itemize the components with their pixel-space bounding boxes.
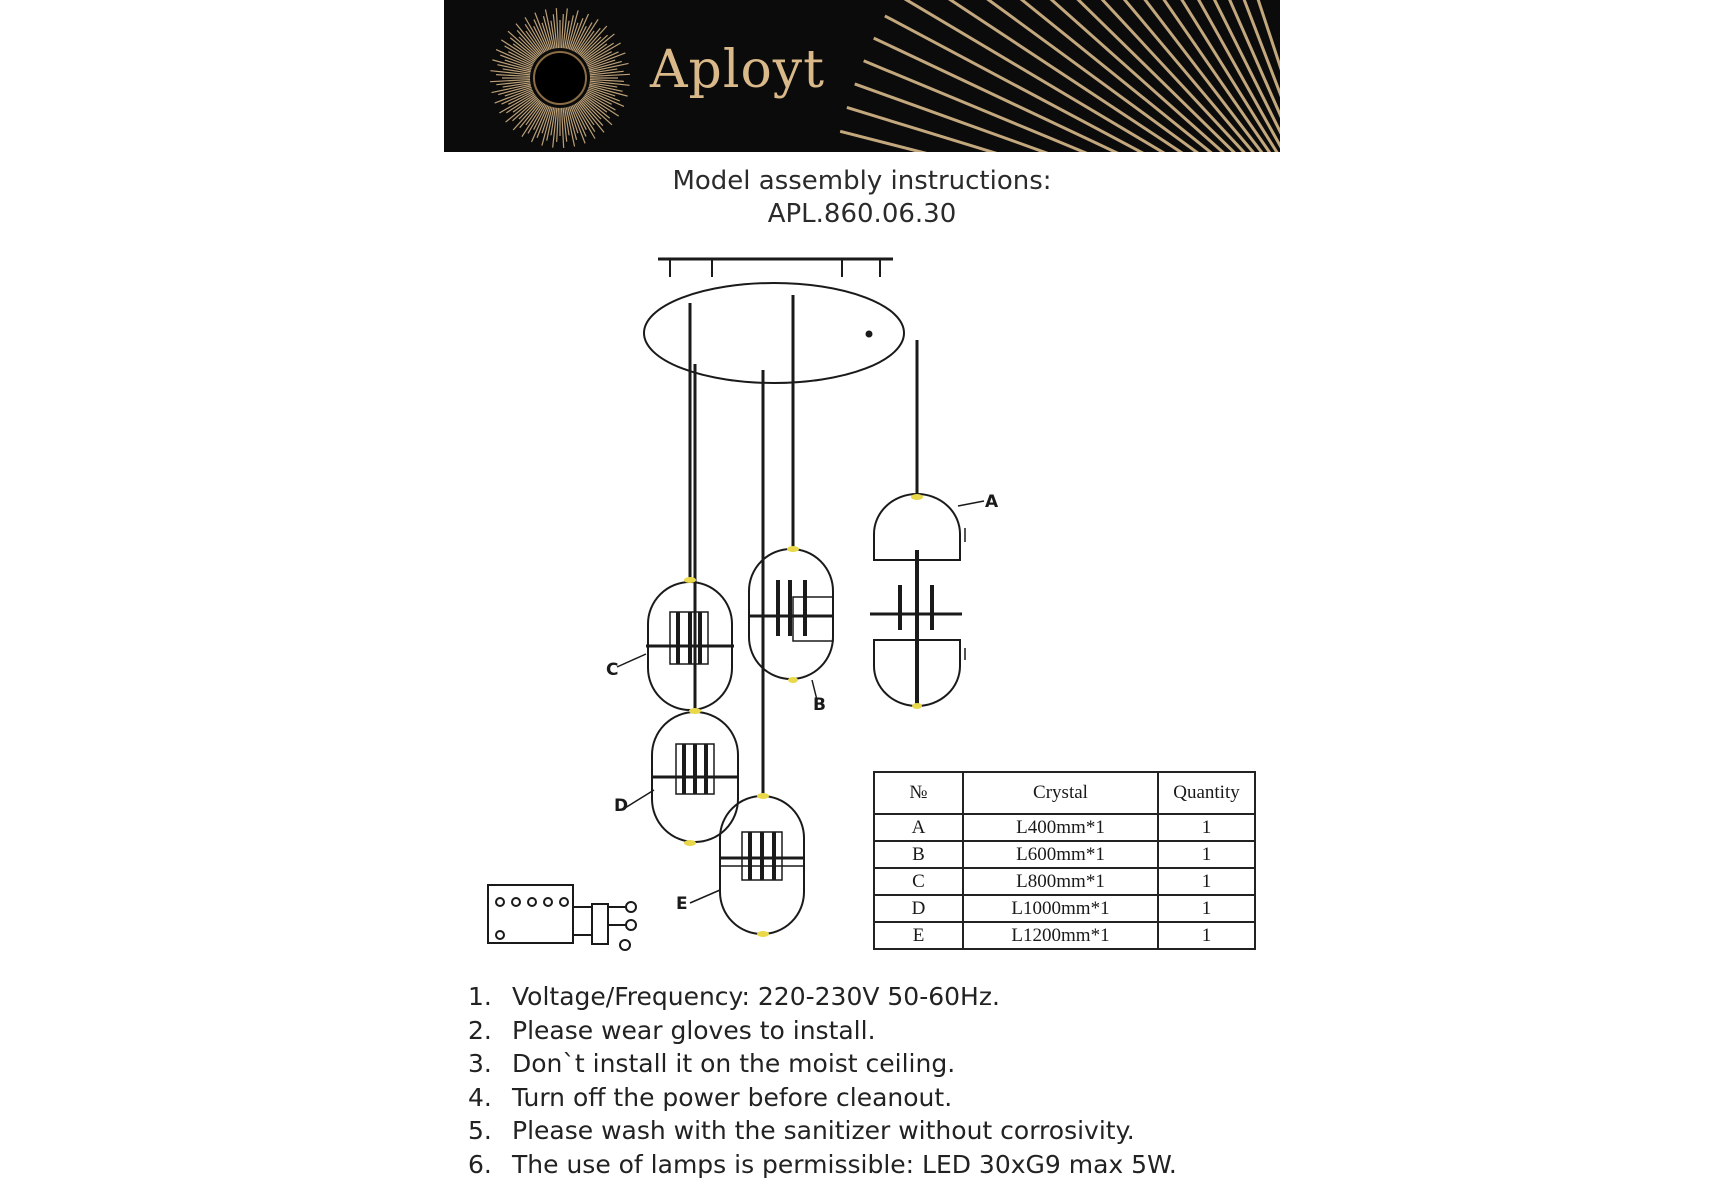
table-cell: E	[874, 922, 963, 949]
table-cell: L600mm*1	[963, 841, 1158, 868]
table-cell: D	[874, 895, 963, 922]
terminal-block-icon	[488, 885, 636, 950]
page-title: Model assembly instructions:	[672, 166, 1052, 196]
table-cell: 1	[1158, 895, 1255, 922]
list-text: The use of lamps is permissible: LED 30xG9 max 5W.	[512, 1149, 1177, 1179]
table-cell: C	[874, 868, 963, 895]
table-cell: L400mm*1	[963, 814, 1158, 841]
crystal-table	[873, 771, 1256, 950]
table-cell: B	[874, 841, 963, 868]
list-number: 6.	[468, 1149, 492, 1179]
table-row	[874, 868, 1255, 895]
table-row	[874, 814, 1255, 841]
list-number: 2.	[468, 1015, 492, 1045]
model-number: APL.860.06.30	[767, 199, 957, 229]
list-item	[468, 1014, 1177, 1048]
table-cell: A	[874, 814, 963, 841]
table-row	[874, 922, 1255, 949]
table-cell: L800mm*1	[963, 868, 1158, 895]
list-item	[468, 1081, 1177, 1115]
list-text: Don`t install it on the moist ceiling.	[512, 1049, 956, 1078]
pendant-b	[748, 549, 834, 679]
callout-a: A	[985, 492, 999, 512]
callout-c: C	[606, 660, 619, 680]
table-cell: 1	[1158, 841, 1255, 868]
list-item	[468, 980, 1177, 1014]
pendant-d	[652, 712, 738, 842]
column-header: Quantity	[1158, 772, 1255, 814]
list-text: Voltage/Frequency: 220-230V 50-60Hz.	[512, 982, 1000, 1011]
callout-b: B	[813, 695, 826, 715]
list-text: Turn off the power before cleanout.	[512, 1082, 953, 1112]
table-cell: 1	[1158, 922, 1255, 949]
list-number: 3.	[468, 1049, 492, 1078]
pendant-a	[870, 494, 965, 706]
table-cell: 1	[1158, 814, 1255, 841]
column-header: №	[874, 772, 963, 814]
table-header-row	[874, 772, 1255, 814]
table-row	[874, 841, 1255, 868]
list-item	[468, 1047, 1177, 1081]
list-text: Please wear gloves to install.	[512, 1015, 876, 1045]
column-header: Crystal	[963, 772, 1158, 814]
list-number: 4.	[468, 1082, 492, 1112]
pendant-c	[646, 582, 734, 710]
callout-d: D	[614, 796, 629, 816]
table-row	[874, 895, 1255, 922]
instruction-list	[468, 980, 1177, 1181]
table-cell: L1000mm*1	[963, 895, 1158, 922]
list-item	[468, 1114, 1177, 1148]
list-item	[468, 1148, 1177, 1182]
brand-logo: Aployt	[650, 40, 826, 100]
callout-e: E	[676, 894, 688, 914]
ceiling-canopy	[644, 283, 904, 383]
list-number: 1.	[468, 982, 492, 1011]
table-cell: L1200mm*1	[963, 922, 1158, 949]
list-text: Please wash with the sanitizer without corrosivity.	[512, 1116, 1135, 1145]
list-number: 5.	[468, 1116, 492, 1145]
table-cell: 1	[1158, 868, 1255, 895]
pendant-e	[720, 796, 804, 934]
